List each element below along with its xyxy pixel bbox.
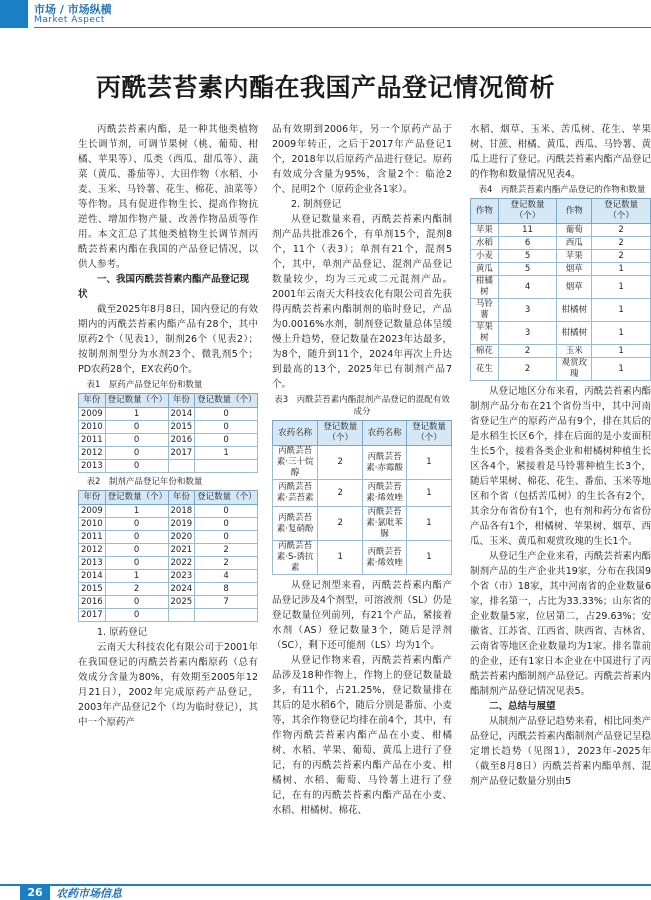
table-cell: 烟草 xyxy=(557,263,592,276)
table-row xyxy=(471,299,651,322)
table4 xyxy=(470,198,651,381)
table-cell: 2 xyxy=(195,557,258,570)
section-subtitle: Market Aspect xyxy=(34,15,105,25)
table-header-cell: 登记数量（个） xyxy=(105,394,168,408)
table-row xyxy=(79,421,258,434)
table-cell: 2011 xyxy=(79,531,106,544)
page-header xyxy=(0,0,651,28)
table-cell: 0 xyxy=(105,596,168,609)
table-cell: 2018 xyxy=(168,505,195,518)
table-row xyxy=(79,408,258,421)
table-cell: 2010 xyxy=(79,421,106,434)
table-header-row xyxy=(79,491,258,505)
table-cell xyxy=(168,460,195,473)
table-cell: 2009 xyxy=(79,505,106,518)
table-row xyxy=(79,505,258,518)
table-header-row xyxy=(79,394,258,408)
header-color-block xyxy=(0,0,28,28)
table-cell: 2 xyxy=(195,544,258,557)
table-cell: 2 xyxy=(318,507,363,541)
table-row xyxy=(273,507,452,541)
table-cell: 2013 xyxy=(79,460,106,473)
table-cell: 西瓜 xyxy=(557,237,592,250)
table-header-cell: 登记数量（个） xyxy=(592,199,651,224)
table-cell: 1 xyxy=(592,276,651,299)
table-cell: 1 xyxy=(318,541,363,575)
table-header-cell: 登记数量（个） xyxy=(406,421,451,446)
table-header-cell: 农药名称 xyxy=(273,421,318,446)
table-cell: 1 xyxy=(406,507,451,541)
table-header-cell: 年份 xyxy=(79,394,106,408)
table-cell: 2014 xyxy=(168,408,195,421)
table-header-row xyxy=(273,421,452,446)
column-2 xyxy=(272,122,452,818)
table-cell: 水稻 xyxy=(471,237,499,250)
table-header-cell: 农药名称 xyxy=(363,421,407,446)
table-row xyxy=(79,557,258,570)
region-paragraph: 从登记地区分布来看，丙酰芸苔素内酯制剂产品分布在21个省份当中，其中河南省登记生产的原药产品有9个，排在其后的是水稻生长区6个，排在后面的是小麦面积生长5个，接着各类企业和柑橘树种植生长区各4个，紧接着是马铃薯种植生长3个，随后苹果树、棉花、花生、番茄、玉米等地区和个省（包括苦瓜树）的生长各有2个，其余分布省份有1个，也有剂和药分布省份产品各有1个，柑橘树、苹果树、烟草、西瓜、玉米、黄瓜和观赏玫瑰的生长1个。 xyxy=(470,386,651,547)
continued-paragraph: 品有效期到2006年，另一个原药产品于2009年转正，之后于2017年产品登记1个，2018年以后原药产品进行登记。原药有效成分含量为95%，含量2个：临沧2个、昆明2个（原药企业各1家）。 xyxy=(272,124,452,195)
column-3 xyxy=(470,122,651,789)
table-cell: 1 xyxy=(406,446,451,480)
table-header-cell: 登记数量（个） xyxy=(105,491,168,505)
table-cell: 0 xyxy=(105,421,168,434)
table-row xyxy=(79,583,258,596)
table-cell: 2025 xyxy=(168,596,195,609)
table-cell: 2015 xyxy=(168,421,195,434)
table-cell: 1 xyxy=(592,299,651,322)
page-number: 26 xyxy=(20,886,50,900)
table-cell: 8 xyxy=(195,583,258,596)
table-row xyxy=(273,480,452,507)
table3 xyxy=(272,420,452,575)
table-cell: 黄瓜 xyxy=(471,263,499,276)
table-cell: 2 xyxy=(592,224,651,237)
table-row xyxy=(471,237,651,250)
table-row xyxy=(79,460,258,473)
table3-caption: 表3 丙酰芸苔素内酯混剂产品登记的混配有效成分 xyxy=(274,395,450,417)
table-cell: 0 xyxy=(105,434,168,447)
table-row xyxy=(471,276,651,299)
table-cell: 2 xyxy=(318,446,363,480)
table4-caption: 表4 丙酰芸苔素内酯产品登记的作物和数量 xyxy=(478,185,646,195)
table-cell: 4 xyxy=(195,570,258,583)
table-cell: 0 xyxy=(105,447,168,460)
table-cell: 柑橘树 xyxy=(471,276,499,299)
table-cell: 7 xyxy=(195,596,258,609)
intro-paragraph: 丙酰芸苔素内酯，是一种其他类植物生长调节剂，可调节果树（桃、葡萄、柑橘、苹果等）、瓜类（西瓜、甜瓜等）、蔬菜（黄瓜、番茄等）、大田作物（水稻、小麦、玉米、马铃薯、花生、棉花、油菜等）等作物。具有促进作物生长、提高作物抗逆性、增加作物产量、改善作物品质等作用。本文汇总了其他类植物生长调节剂丙酰芸苔素内酯在我国的产品登记情况，以供人参考。 xyxy=(78,124,258,270)
table-cell: 4 xyxy=(498,276,557,299)
table-header-cell: 作物 xyxy=(471,199,499,224)
table-cell: 2017 xyxy=(168,447,195,460)
table-cell: 葡萄 xyxy=(557,224,592,237)
table-cell: 1 xyxy=(592,358,651,381)
table1 xyxy=(78,393,258,473)
table-cell: 2012 xyxy=(79,544,106,557)
table-header-cell: 登记数量（个） xyxy=(195,394,258,408)
table-cell: 1 xyxy=(592,322,651,345)
table-cell: 6 xyxy=(498,237,557,250)
enterprise-paragraph: 从登记生产企业来看，丙酰芸苔素内酯制剂产品的生产企业共19家，分布在我国9个省（市）18家，其中河南省的企业数量6家，排名第一，占比为33.33%；山东省的企业数量5家，位居第二，占29.63%；安徽省、江苏省、江西省、陕西省、吉林省、云南省等地区企业数量均为1家。排名靠前的企业，还有1家日本企业在中国进行了丙酰芸苔素内酯制剂产品登记。丙酰芸苔素内酯制剂产品登记情况见表5。 xyxy=(470,551,651,697)
table-cell: 3 xyxy=(498,322,557,345)
table-cell: 棉花 xyxy=(471,345,499,358)
table-header-cell: 年份 xyxy=(168,491,195,505)
table-cell: 0 xyxy=(105,544,168,557)
column-1 xyxy=(78,122,258,730)
table-cell: 2013 xyxy=(79,557,106,570)
table-row xyxy=(79,531,258,544)
article-title: 丙酰芸苔素内酯在我国产品登记情况简析 xyxy=(95,73,555,102)
table-cell: 2 xyxy=(592,250,651,263)
table-row xyxy=(471,358,651,381)
dosage-form-paragraph: 从登记剂型来看，丙酰芸苔素内酯产品登记涉及4个剂型，可溶液剂（SL）仍是登记数量位列前列，有21个产品，紧接着水剂（AS）登记数量3个，随后是浮剂（SC），剩下还可能剂（LS）均为1个。 xyxy=(272,580,452,651)
magazine-name: 农药市场信息 xyxy=(56,887,122,900)
table-cell: 丙酰芸苔素·烯效唑 xyxy=(363,541,407,575)
table2-caption: 表2 制剂产品登记年份和数量 xyxy=(86,477,203,487)
table-cell: 5 xyxy=(498,250,557,263)
table-cell: 2022 xyxy=(168,557,195,570)
table-cell: 2 xyxy=(318,480,363,507)
table-row xyxy=(471,224,651,237)
table-cell: 2 xyxy=(105,583,168,596)
table-cell: 2020 xyxy=(168,531,195,544)
table-cell: 2016 xyxy=(79,596,106,609)
table-header-cell: 登记数量（个） xyxy=(498,199,557,224)
table-row xyxy=(471,250,651,263)
table-cell: 花生 xyxy=(471,358,499,381)
table-cell: 1 xyxy=(406,480,451,507)
table-cell: 苹果 xyxy=(471,224,499,237)
table-cell xyxy=(168,609,195,622)
table-cell: 2012 xyxy=(79,447,106,460)
table-cell: 1 xyxy=(592,263,651,276)
table-cell: 苹果树 xyxy=(471,322,499,345)
crop-paragraph: 从登记作物来看，丙酰芸苔素内酯产品涉及18种作物上，作物上的登记数量最多，有11个，占21.25%，登记数量排在其后的是水稻6个，随后分别是番茄、小麦等，其余作物登记均排在前4个，其中，有作物丙酰芸苔素内酯产品在小麦、柑橘树、水稻、苹果、葡萄、黄瓜上进行了登记，有的丙酰芸苔素内酯产品在小麦、柑橘树、水稻、葡萄、马铃薯上进行了登记，在有的丙酰芸苔素内酯产品在小麦、水稻、柑橘树、棉花、 xyxy=(272,655,452,816)
table-cell: 2017 xyxy=(79,609,106,622)
table-header-cell: 登记数量（个） xyxy=(195,491,258,505)
table-row xyxy=(471,263,651,276)
table-cell: 2015 xyxy=(79,583,106,596)
table-header-cell: 登记数量（个） xyxy=(318,421,363,446)
table-cell: 0 xyxy=(105,531,168,544)
table-cell: 0 xyxy=(195,408,258,421)
table-cell: 2 xyxy=(592,237,651,250)
table-cell: 2021 xyxy=(168,544,195,557)
table-row xyxy=(79,570,258,583)
table-cell: 玉米 xyxy=(557,345,592,358)
table-cell: 0 xyxy=(195,505,258,518)
table-cell: 丙酰芸苔素·烯效唑 xyxy=(363,480,407,507)
table-cell: 1 xyxy=(195,447,258,460)
table-cell: 2019 xyxy=(168,518,195,531)
table-cell: 2010 xyxy=(79,518,106,531)
table-row xyxy=(79,609,258,622)
table-cell: 0 xyxy=(195,518,258,531)
table-cell: 小麦 xyxy=(471,250,499,263)
table-cell: 0 xyxy=(105,518,168,531)
table-cell: 2023 xyxy=(168,570,195,583)
table-row xyxy=(273,541,452,575)
table-cell: 丙酰芸苔素·S-诱抗素 xyxy=(273,541,318,575)
table-row xyxy=(79,518,258,531)
table-cell: 2 xyxy=(498,358,557,381)
table-cell: 1 xyxy=(105,570,168,583)
table-cell xyxy=(195,460,258,473)
section-heading-2: 二、总结与展望 xyxy=(489,701,556,712)
header-divider xyxy=(34,27,651,28)
table-cell xyxy=(195,609,258,622)
table-row xyxy=(79,596,258,609)
table-row xyxy=(471,345,651,358)
table-cell: 1 xyxy=(105,408,168,421)
subheading-technical: 1. 原药登记 xyxy=(97,627,148,638)
table-cell: 丙酰芸苔素·芸苔素 xyxy=(273,480,318,507)
table-cell: 丙酰芸苔素·三十烷醇 xyxy=(273,446,318,480)
table-header-cell: 年份 xyxy=(168,394,195,408)
table-cell: 2014 xyxy=(79,570,106,583)
table-cell: 0 xyxy=(105,460,168,473)
status-paragraph: 截至2025年8月8日，国内登记的有效期内的丙酰芸苔素内酯产品有28个，其中原药2个（见表1），制剂26个（见表2）；按制剂剂型分为水剂23个、微乳剂5个；PD农药28个，EX农药0个。 xyxy=(78,304,258,375)
table-cell: 11 xyxy=(498,224,557,237)
table-cell: 1 xyxy=(105,505,168,518)
table-cell: 5 xyxy=(498,263,557,276)
table-cell: 观赏玫瑰 xyxy=(557,358,592,381)
table-cell: 3 xyxy=(498,299,557,322)
table-cell: 马铃薯 xyxy=(471,299,499,322)
table1-caption: 表1 原药产品登记年份和数量 xyxy=(86,380,203,390)
table-cell: 1 xyxy=(406,541,451,575)
table-cell: 1 xyxy=(592,345,651,358)
table-header-row xyxy=(471,199,651,224)
table-cell: 0 xyxy=(105,609,168,622)
table-row xyxy=(273,446,452,480)
table-cell: 丙酰芸苔素·赤霉酸 xyxy=(363,446,407,480)
table-cell: 柑橘树 xyxy=(557,322,592,345)
table-row xyxy=(79,544,258,557)
table-header-cell: 年份 xyxy=(79,491,106,505)
subheading-formulation: 2. 制剂登记 xyxy=(291,199,342,210)
table-row xyxy=(471,322,651,345)
table-cell: 2009 xyxy=(79,408,106,421)
table-cell: 烟草 xyxy=(557,276,592,299)
table-cell: 丙酰芸苔素·氯吡苯脲 xyxy=(363,507,407,541)
table-cell: 2024 xyxy=(168,583,195,596)
formulation-paragraph: 从登记数量来看，丙酰芸苔素内酯制剂产品共批准26个，有单剂15个，混剂8个，11个（表3）；单剂有21个，混剂5个，其中，单剂产品登记、混剂产品登记数量较少，均为三元或二元混剂产品。2001年云南天大科技农化有限公司首先获得丙酰芸苔素内酯制剂的临时登记，产品为0.0016%水剂，制剂登记数量总体呈缓慢上升趋势，登记数量在2023年达最多，为8个，随升到11个，2024年再次上升达到最高的13个，2025年已有制剂产品7个。 xyxy=(272,214,452,390)
table-cell: 0 xyxy=(195,434,258,447)
table-row xyxy=(79,434,258,447)
summary-paragraph: 从制剂产品登记趋势来看，相比同类产品登记，丙酰芸苔素内酯制剂产品登记呈稳定增长趋势（见图1），2023年-2025年（截至8月8日）丙酰芸苔素内酯单剂、混剂产品登记数量分别由5 xyxy=(470,716,651,787)
table2 xyxy=(78,490,258,622)
table-cell: 苹果 xyxy=(557,250,592,263)
table-cell: 0 xyxy=(195,421,258,434)
table-header-cell: 作物 xyxy=(557,199,592,224)
table-row xyxy=(79,447,258,460)
table-cell: 0 xyxy=(195,531,258,544)
table-cell: 柑橘树 xyxy=(557,299,592,322)
page-footer xyxy=(0,880,651,900)
section-heading-1: 一、我国丙酰芸苔素内酯产品登记现状 xyxy=(78,274,250,300)
table-cell: 0 xyxy=(105,557,168,570)
continued-paragraph-3: 水稻、烟草、玉米、苦瓜树、花生、苹果树、甘蔗、柑橘、黄瓜、西瓜、马铃薯、黄瓜上进行了登记。丙酰芸苔素内酯产品登记的作物和数量情况见表4。 xyxy=(470,124,651,180)
table-cell: 2016 xyxy=(168,434,195,447)
table-cell: 丙酰芸苔素·复硝酚 xyxy=(273,507,318,541)
section-title: 市场 / 市场纵横 xyxy=(34,3,112,16)
table-cell: 2 xyxy=(498,345,557,358)
table-cell: 2011 xyxy=(79,434,106,447)
technical-paragraph: 云南天大科技农化有限公司于2001年在我国登记的丙酰芸苔素内酯原药（总有效成分含量为80%，有效期至2005年12月21日），2002年完成原药产品登记，2003年产品登记2个（均为临时登记），其中一个原药产 xyxy=(78,642,258,728)
